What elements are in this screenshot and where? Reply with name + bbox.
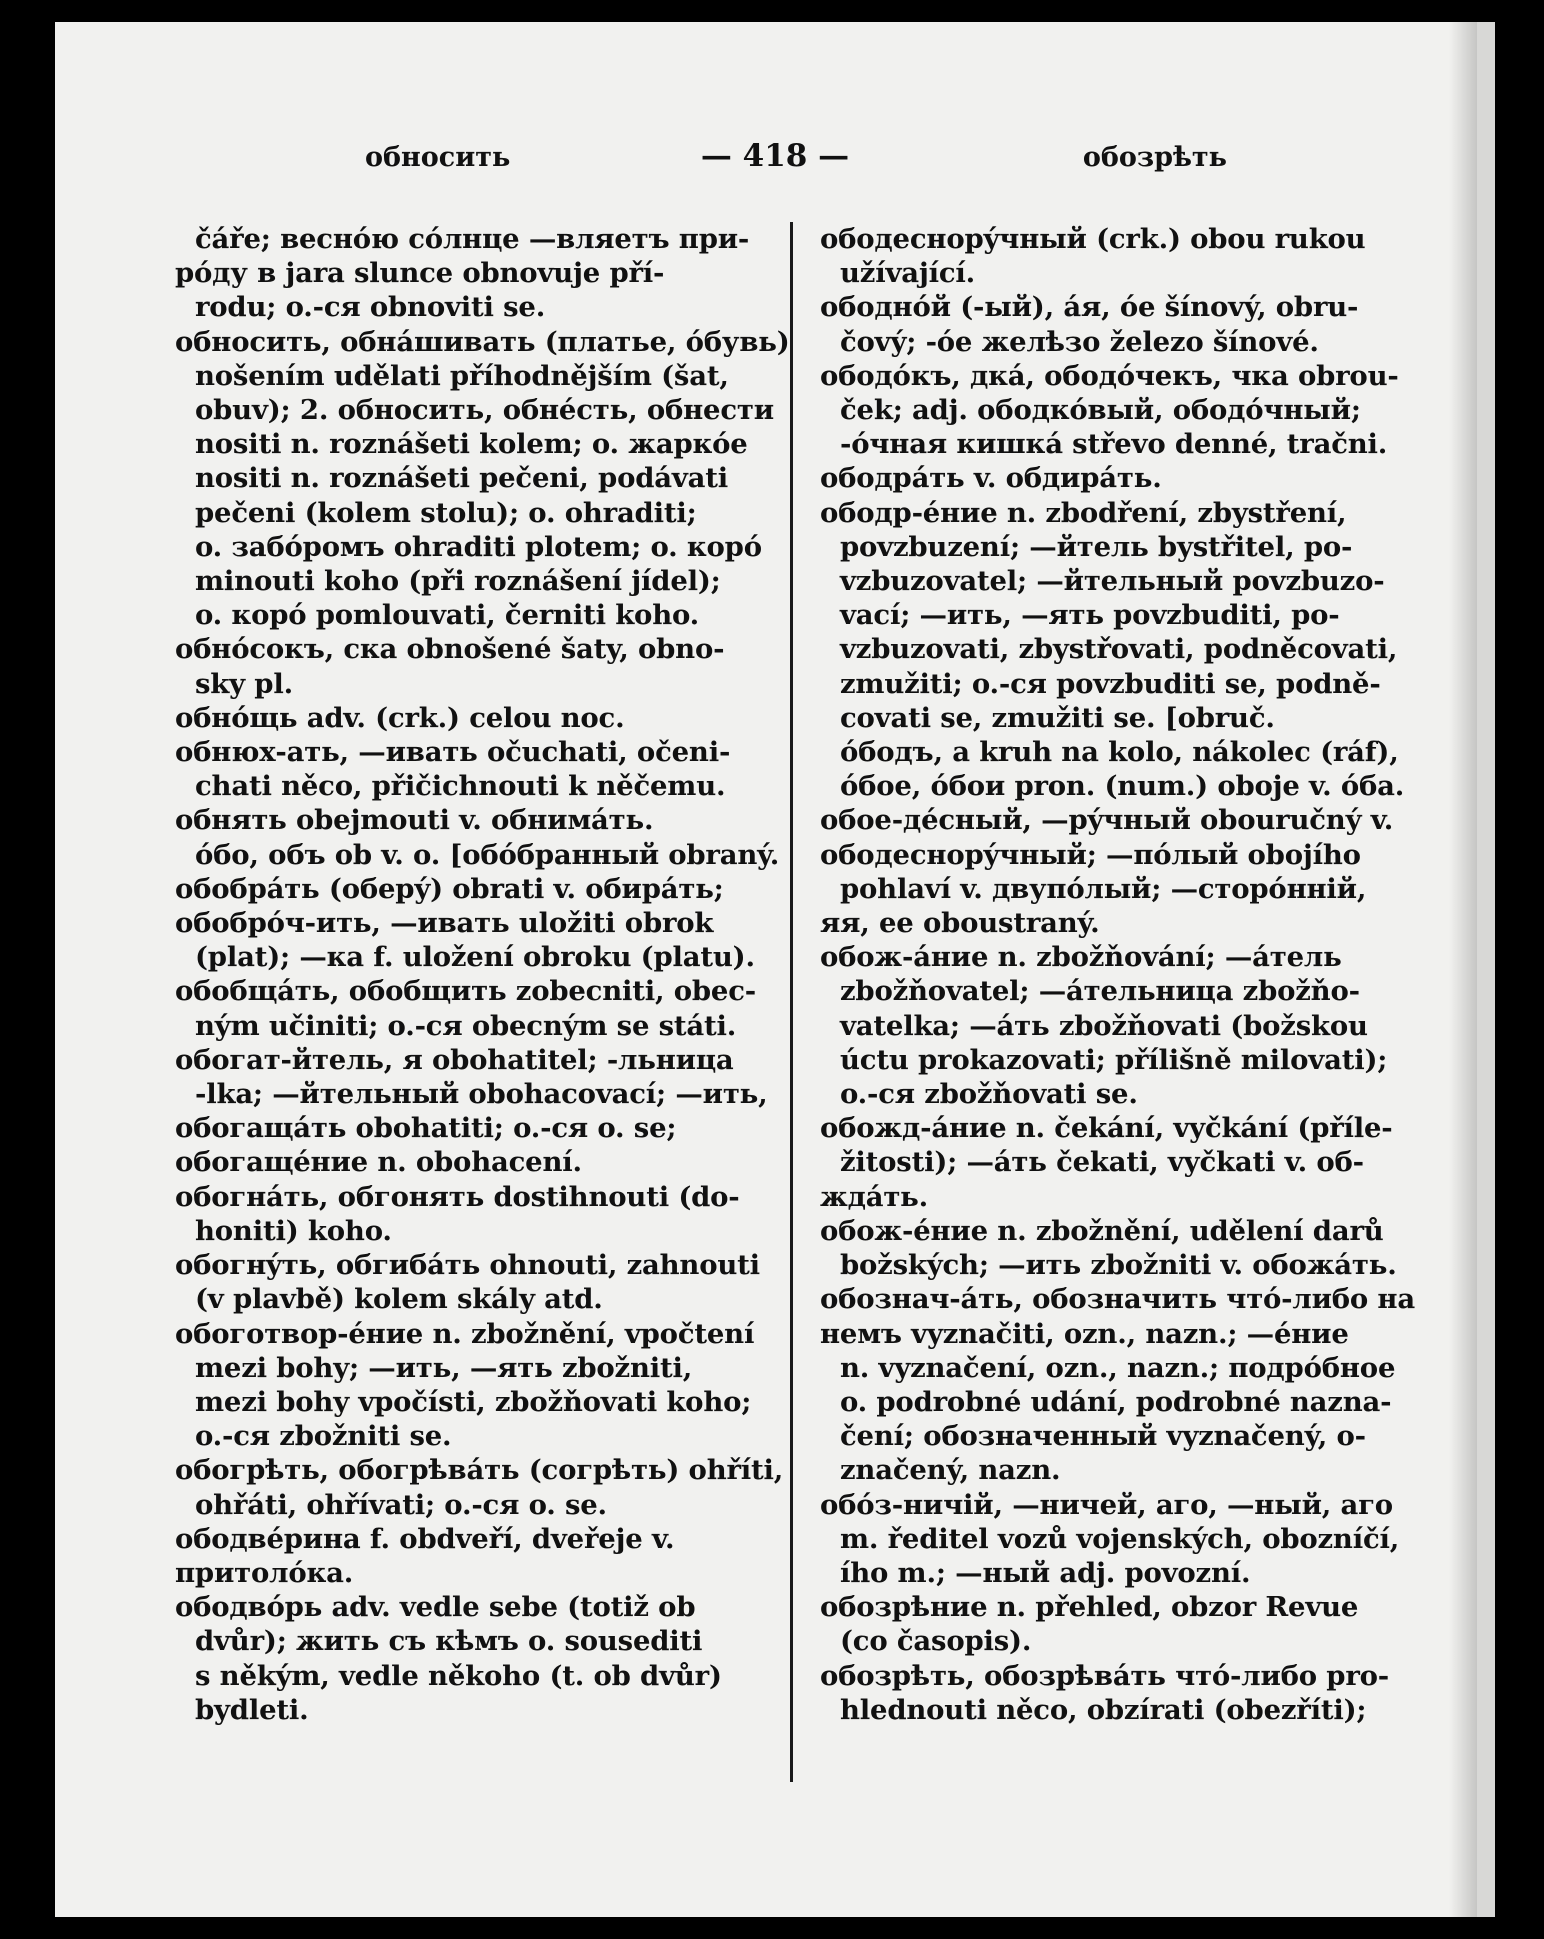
dictionary-line: обогащáть obohatiti; o.-ся o. se; xyxy=(175,1112,677,1145)
dictionary-line: čový; -óе желѣзо železo šínové. xyxy=(840,325,1319,358)
dictionary-line: mezi bohy vpočísti, zbožňovati koho; xyxy=(195,1385,752,1418)
dictionary-line: ободнóй (-ый), áя, óе šínový, obru- xyxy=(820,291,1359,324)
dictionary-line: povzbuzení; —йтель bystřitel, po- xyxy=(840,530,1353,563)
running-head xyxy=(55,122,1477,182)
dictionary-line: óбодъ, а kruh na kolo, nákolec (ráf), xyxy=(840,736,1399,769)
dictionary-line: zmužiti; o.-ся povzbuditi se, podně- xyxy=(840,667,1381,700)
dictionary-line: ждáть. xyxy=(820,1180,928,1213)
dictionary-line: рóду в jara slunce obnovuje pří- xyxy=(175,257,665,290)
dictionary-line: o. корó pomlouvati, černiti koho. xyxy=(195,599,700,632)
right-column xyxy=(820,222,1425,1727)
header-right-guide-word: обозрѣть xyxy=(1082,142,1227,173)
dictionary-line: обознач-áть, обозначить чтó-либо на xyxy=(820,1283,1415,1316)
dictionary-line: обож-éние n. zbožnění, udělení darů xyxy=(820,1214,1384,1247)
dictionary-page xyxy=(55,22,1495,1917)
dictionary-line: čení; обозначенный vyznačený, o- xyxy=(840,1420,1366,1453)
dictionary-line: ček; adj. ободкóвый, ободóчный; xyxy=(840,394,1361,427)
dictionary-line: o. забóромъ ohraditi plotem; o. корó xyxy=(195,530,762,563)
dictionary-line: обнóщь adv. (crk.) celou noc. xyxy=(175,701,625,734)
dictionary-line: božských; —ить zbožniti v. обожáть. xyxy=(840,1249,1397,1282)
dictionary-line: pečeni (kolem stolu); o. ohraditi; xyxy=(195,496,697,529)
dictionary-line: nošením udělati příhodnějším (šat, xyxy=(195,359,729,392)
dictionary-line: čáře; веснóю сóлнце —вляетъ при- xyxy=(195,223,750,255)
dictionary-line: dvůr); жить съ кѣмъ o. sousediti xyxy=(195,1625,703,1658)
left-column xyxy=(175,222,790,1727)
dictionary-line: (v plavbě) kolem skály atd. xyxy=(195,1283,603,1316)
dictionary-line: nositi n. roznášeti kolem; o. жаркóе xyxy=(195,428,748,461)
header-left-guide-word: обносить xyxy=(365,142,511,173)
dictionary-line: úctu prokazovati; přílišně milovati); xyxy=(840,1043,1388,1076)
dictionary-line: žitosti); —áть čekati, vyčkati v. об- xyxy=(840,1146,1364,1179)
dictionary-line: обобрáть (оберý) obrati v. обирáть; xyxy=(175,872,724,905)
dictionary-line: zbožňovatel; —áтельница zbožňo- xyxy=(840,975,1360,1008)
dictionary-line: обогат-йтель, я obohatitel; -льница xyxy=(175,1043,734,1076)
dictionary-line: (co časopis). xyxy=(840,1625,1032,1658)
dictionary-line: обозрѣние n. přehled, obzor Revue xyxy=(820,1591,1359,1624)
dictionary-line: обое-дéсный, —рýчный obouručný v. xyxy=(820,804,1394,837)
dictionary-line: covati se, zmužiti se. [obruč. xyxy=(840,701,1275,734)
dictionary-line: яя, ее oboustraný. xyxy=(820,907,1100,940)
dictionary-line: обобрóч-ить, —ивать uložiti obrok xyxy=(175,907,714,940)
dictionary-line: обозрѣть, обозрѣвáть чтó-либо pro- xyxy=(820,1659,1389,1692)
dictionary-line: обносить, обнáшивать (платье, óбувь) xyxy=(175,325,790,358)
dictionary-line: o. podrobné udání, podrobné nazna- xyxy=(840,1385,1392,1418)
dictionary-line: обобщáть, обобщить zobecniti, obec- xyxy=(175,975,756,1008)
dictionary-line: обогнáть, обгонять dostihnouti (do- xyxy=(175,1180,740,1213)
dictionary-line: ohřáti, ohřívati; o.-ся o. se. xyxy=(195,1488,607,1521)
dictionary-line: ободвóрь adv. vedle sebe (totiž ob xyxy=(175,1591,696,1624)
dictionary-line: vací; —ить, —ять povzbuditi, po- xyxy=(840,599,1340,632)
dictionary-line: užívající. xyxy=(840,257,976,290)
page-number: — 418 — xyxy=(700,138,850,174)
dictionary-line: nositi n. roznášeti pečeni, podávati xyxy=(195,462,729,495)
dictionary-line: vatelka; —áть zbožňovati (božskou xyxy=(840,1009,1368,1042)
dictionary-line: -óчная кишкá střevo denné, tračni. xyxy=(840,428,1388,461)
dictionary-line: honiti) koho. xyxy=(195,1214,392,1247)
dictionary-line: n. vyznačení, ozn., nazn.; подрóбное xyxy=(840,1351,1396,1384)
dictionary-line: s někým, vedle někoho (t. ob dvůr) xyxy=(195,1659,722,1692)
dictionary-line: ободрáть v. обдирáть. xyxy=(820,462,1162,495)
dictionary-line: ího m.; —ный adj. povozní. xyxy=(840,1556,1251,1589)
dictionary-line: sky pl. xyxy=(195,667,293,700)
dictionary-line: ободр-éние n. zbodření, zbystření, xyxy=(820,496,1347,529)
dictionary-line: óбо, объ ob v. o. [обóбранный obraný. xyxy=(195,838,780,871)
dictionary-line: ободеснорýчный (crk.) obou rukou xyxy=(820,223,1366,255)
dictionary-line: značený, nazn. xyxy=(840,1454,1061,1487)
dictionary-line: chati něco, přičichnouti k něčemu. xyxy=(195,770,726,803)
dictionary-line: bydleti. xyxy=(195,1693,309,1726)
dictionary-line: mezi bohy; —ить, —ять zbožniti, xyxy=(195,1351,693,1384)
dictionary-line: obuv); 2. обносить, обнéсть, обнести xyxy=(195,394,774,427)
dictionary-line: обож-áние n. zbožňování; —áтель xyxy=(820,941,1342,974)
dictionary-line: pohlaví v. двупóлый; —сторóнній, xyxy=(840,872,1367,905)
dictionary-line: притолóка. xyxy=(175,1556,354,1589)
dictionary-line: o.-ся zbožniti se. xyxy=(195,1420,452,1453)
dictionary-line: обогащéние n. obohacení. xyxy=(175,1146,582,1179)
dictionary-line: hlednouti něco, obzírati (obezříti); xyxy=(840,1693,1367,1726)
dictionary-line: (plat); —ка f. uložení obroku (platu). xyxy=(195,941,755,974)
column-divider xyxy=(790,222,793,1782)
dictionary-line: minouti koho (při roznášení jídel); xyxy=(195,565,721,598)
dictionary-line: o.-ся zbožňovati se. xyxy=(840,1078,1138,1111)
dictionary-line: rodu; o.-ся obnoviti se. xyxy=(195,291,546,324)
dictionary-line: обогнýть, обгибáть ohnouti, zahnouti xyxy=(175,1249,760,1282)
dictionary-line: обожд-áние n. čekání, vyčkání (příle- xyxy=(820,1112,1393,1145)
page-edge-shadow xyxy=(1449,22,1477,1917)
dictionary-line: обóз-ничій, —ничей, аго, —ный, аго xyxy=(820,1488,1393,1521)
dictionary-line: ným učiniti; o.-ся obecným se státi. xyxy=(195,1009,737,1042)
dictionary-line: обогрѣть, обогрѣвáть (согрѣть) ohříti, xyxy=(175,1454,784,1487)
dictionary-line: обоготвор-éние n. zbožnění, vpočtení xyxy=(175,1317,755,1350)
dictionary-line: немъ vyznačiti, ozn., nazn.; —éние xyxy=(820,1317,1349,1350)
dictionary-line: обнять obejmouti v. обнимáть. xyxy=(175,804,654,837)
dictionary-line: ободеснорýчный; —пóлый obojího xyxy=(820,838,1361,871)
dictionary-line: m. ředitel vozů vojenských, obozníčí, xyxy=(840,1522,1400,1555)
dictionary-line: -lka; —йтельный obohacovací; —ить, xyxy=(195,1078,768,1111)
dictionary-line: óбое, óбои pron. (num.) oboje v. óба. xyxy=(840,770,1405,803)
dictionary-line: обнóсокъ, ска obnošené šaty, obno- xyxy=(175,633,725,666)
dictionary-line: vzbuzovatel; —йтельный povzbuzo- xyxy=(840,565,1385,598)
dictionary-line: vzbuzovati, zbystřovati, podněcovati, xyxy=(840,633,1398,666)
dictionary-line: ободóкъ, дкá, ободóчекъ, чка obrou- xyxy=(820,359,1399,392)
dictionary-line: ободвéрина f. obdveří, dveřeje v. xyxy=(175,1522,675,1555)
dictionary-line: обнюх-ать, —ивать očuchati, očeni- xyxy=(175,736,731,769)
